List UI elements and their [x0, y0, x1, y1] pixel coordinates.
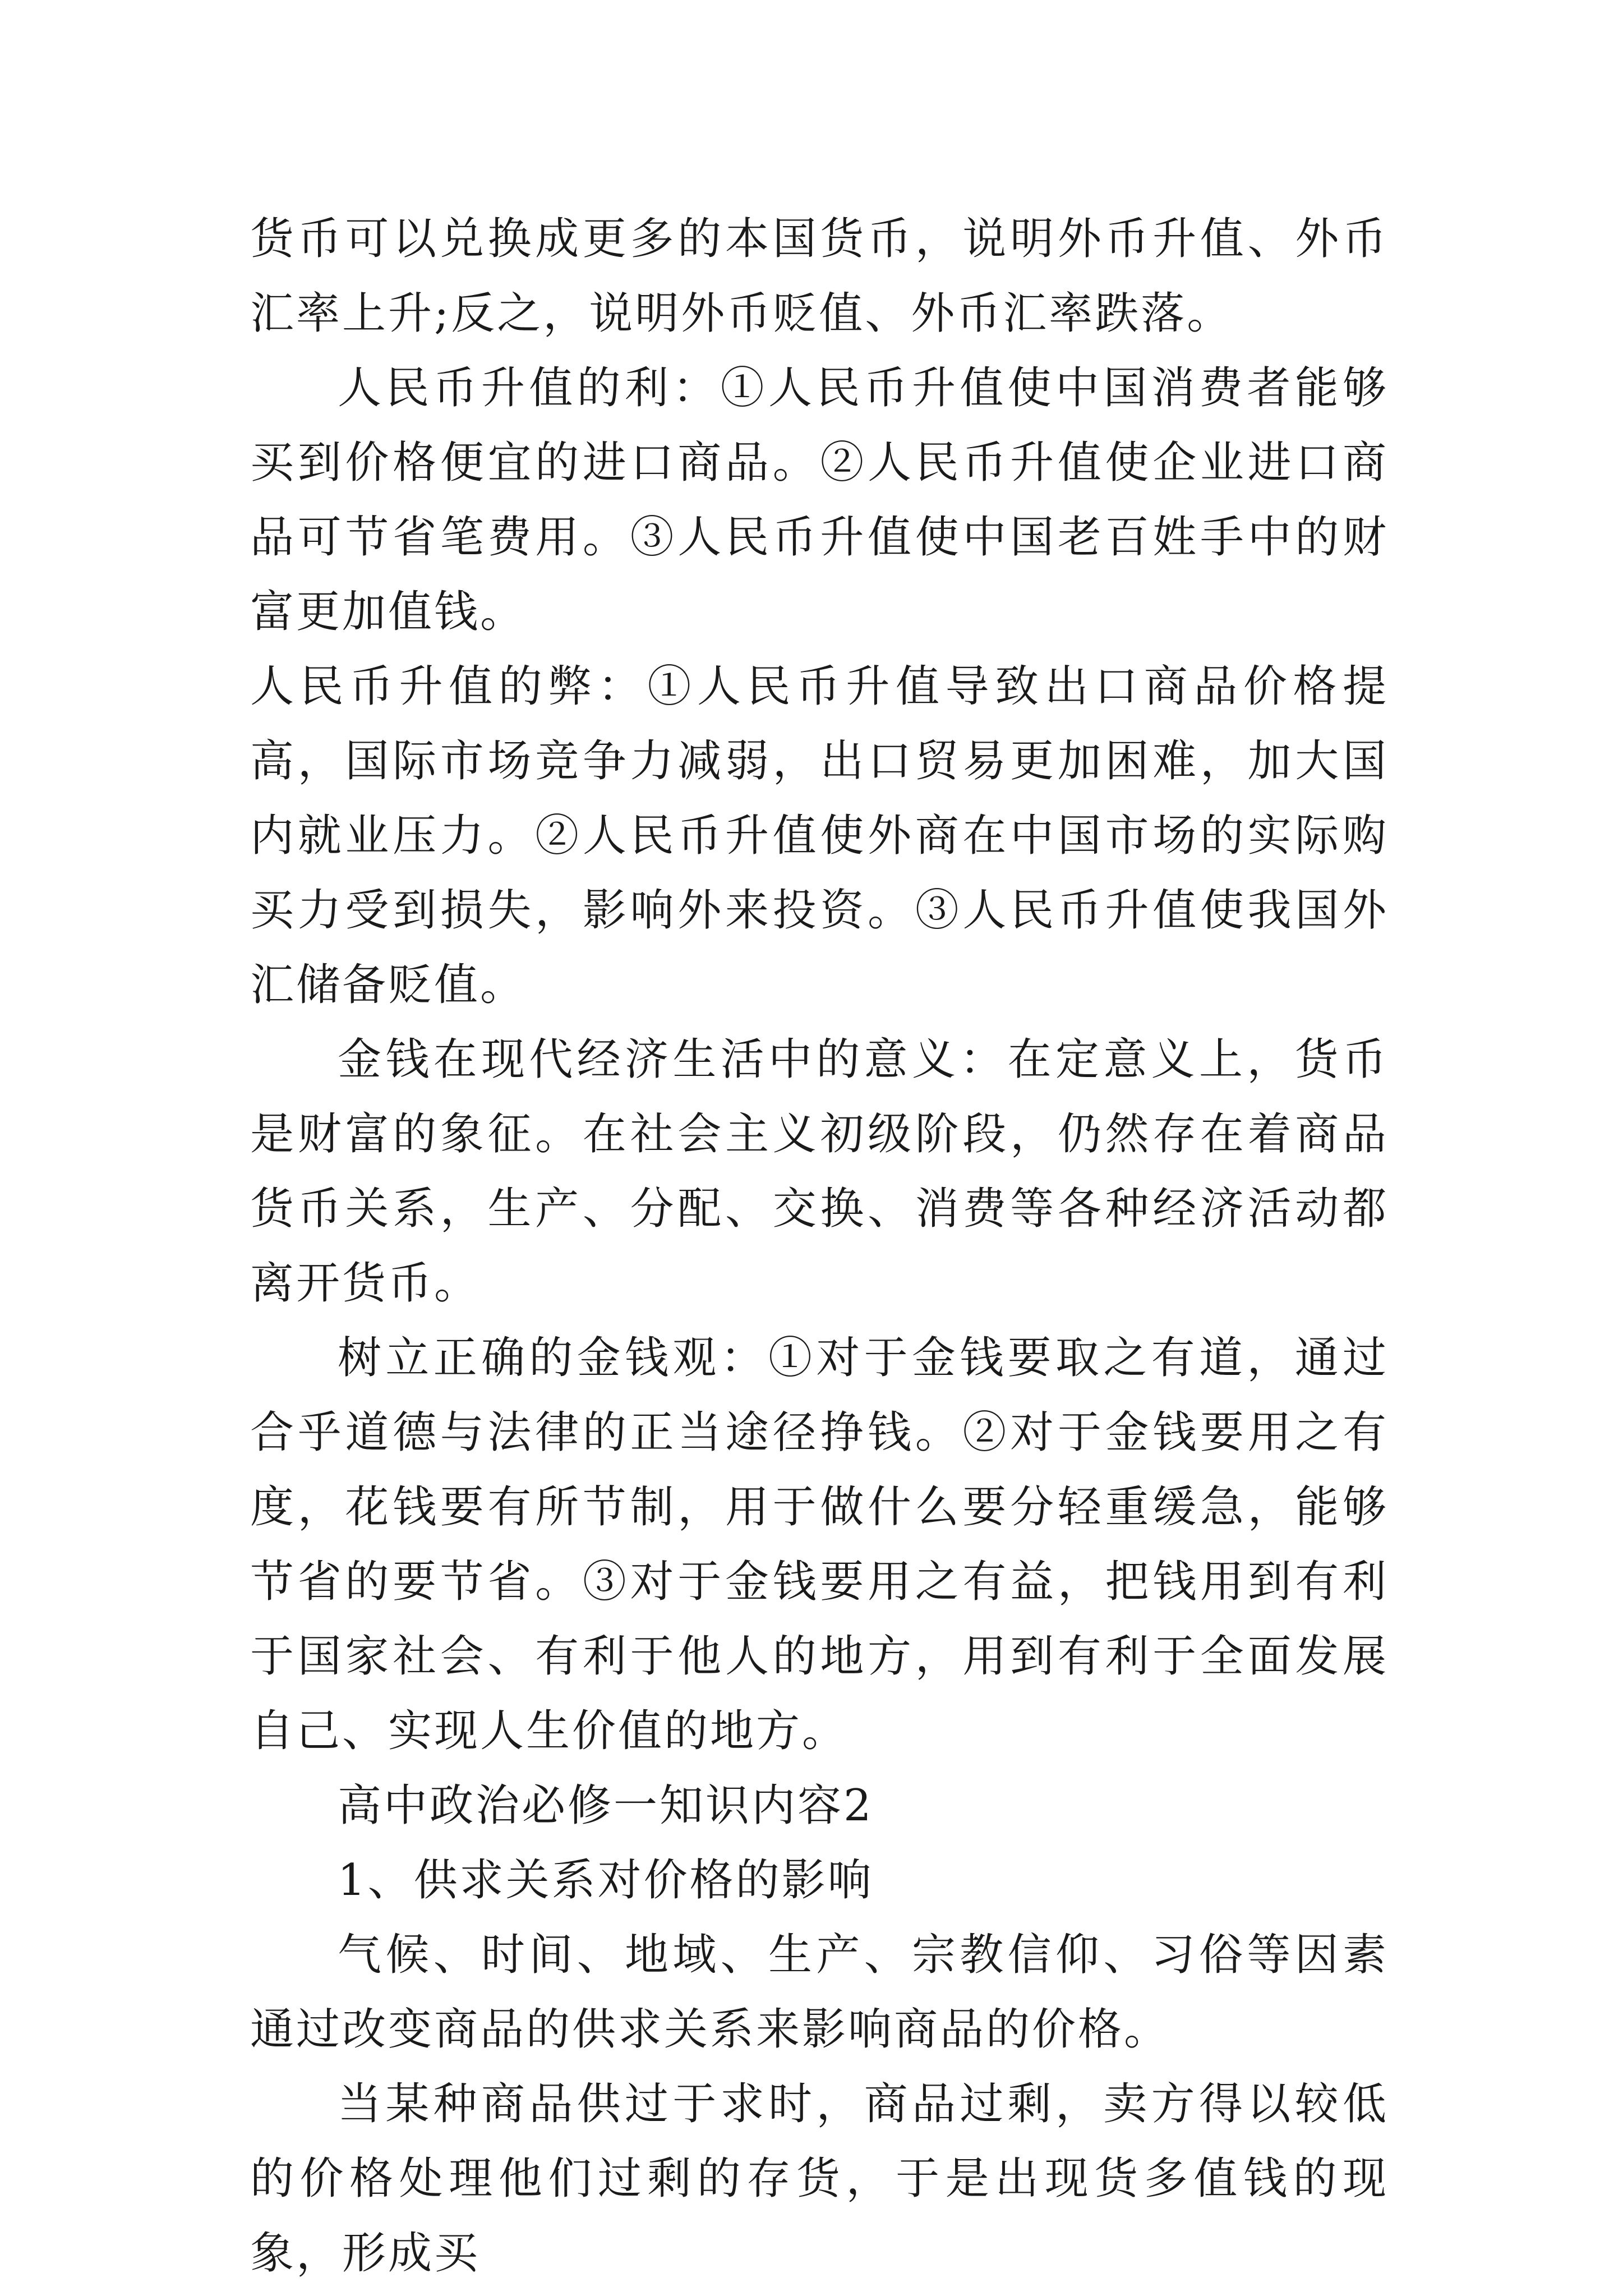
- paragraph-oversupply: 当某种商品供过于求时，商品过剩，卖方得以较低的价格处理他们过剩的存货，于是出现货多值钱的现象，形成买: [250, 2079, 1389, 2279]
- section-heading: 高中政治必修一知识内容2: [338, 1780, 874, 1831]
- paragraph-rmb-appreciation-benefits: 人民币升值的利：①人民币升值使中国消费者能够买到价格便宜的进口商品。②人民币升值使企业进口商品可节省笔费用。③人民币升值使中国老百姓手中的财富更加值钱。: [250, 363, 1389, 637]
- subsection-heading: 1、供求关系对价格的影响: [338, 1855, 874, 1906]
- paragraph-exchange-rate: 货币可以兑换成更多的本国货币，说明外币升值、外币汇率上升;反之，说明外币贬值、外币汇率跌落。: [250, 214, 1389, 339]
- paragraph-rmb-appreciation-drawbacks: 人民币升值的弊：①人民币升值导致出口商品价格提高，国际市场竞争力减弱，出口贸易更加困难，加大国内就业压力。②人民币升值使外商在中国市场的实际购买力受到损失，影响外来投资。③人民币升值使我国外汇储备贬值。: [250, 661, 1389, 1010]
- paragraph-money-outlook: 树立正确的金钱观：①对于金钱要取之有道，通过合乎道德与法律的正当途径挣钱。②对于金钱要用之有度，花钱要有所节制，用于做什么要分轻重缓急，能够节省的要节省。③对于金钱要用之有益，把钱用到有利于国家社会、有利于他人的地方，用到有利于全面发展自己、实现人生价值的地方。: [250, 1333, 1389, 1756]
- body-text: [250, 202, 1389, 2291]
- paragraph-price-factors: 气候、时间、地域、生产、宗教信仰、习俗等因素通过改变商品的供求关系来影响商品的价格。: [250, 1930, 1389, 2055]
- paragraph-money-significance: 金钱在现代经济生活中的意义：在定意义上，货币是财富的象征。在社会主义初级阶段，仍然存在着商品货币关系，生产、分配、交换、消费等各种经济活动都离开货币。: [250, 1034, 1389, 1309]
